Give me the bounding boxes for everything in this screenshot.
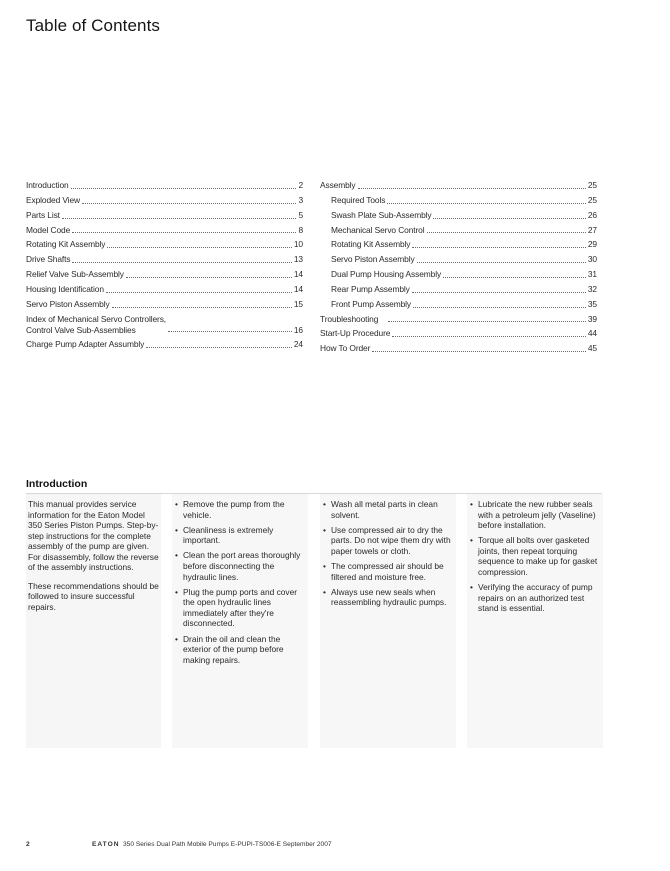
toc-label: Rotating Kit Assembly xyxy=(331,239,411,250)
intro-panel-2 xyxy=(172,494,308,748)
list-item-text: The compressed air should be filtered and moisture free. xyxy=(331,560,444,582)
toc-page: 3 xyxy=(298,194,303,205)
toc-entry[interactable] xyxy=(320,282,597,297)
toc-entry[interactable] xyxy=(26,267,303,282)
leader-dots xyxy=(107,247,292,248)
bullet-icon: • xyxy=(175,586,178,597)
toc-label: Exploded View xyxy=(26,194,80,205)
list-item-text: Remove the pump from the vehicle. xyxy=(183,499,285,520)
toc-entry[interactable] xyxy=(320,223,597,238)
leader-dots xyxy=(62,218,297,219)
toc-label: Drive Shafts xyxy=(26,254,71,265)
bullet-icon: • xyxy=(323,499,326,509)
bullet-icon: • xyxy=(470,499,473,509)
toc-label: Parts List xyxy=(26,209,60,220)
toc-page: 5 xyxy=(298,209,303,220)
list-item-text: Clean the port areas thoroughly before disconnecting the hydraulic lines. xyxy=(183,550,301,582)
toc-label: Servo Piston Assembly xyxy=(26,298,110,309)
leader-dots xyxy=(443,277,586,278)
bullet-icon: • xyxy=(175,499,178,509)
list-item-text: Torque all bolts over gasketed joints, then repeat torquing sequence to make up for gasket compression. xyxy=(478,535,598,578)
bullet-icon: • xyxy=(323,524,326,535)
leader-dots xyxy=(358,188,586,189)
toc-page: 30 xyxy=(587,254,597,265)
leader-dots xyxy=(388,321,586,322)
toc-entry[interactable] xyxy=(320,326,597,341)
toc-entry[interactable] xyxy=(26,337,303,352)
toc-page: 10 xyxy=(293,239,303,250)
leader-dots xyxy=(72,262,291,263)
toc-page: 27 xyxy=(587,224,597,235)
bullet-list xyxy=(322,499,454,608)
list-item xyxy=(174,525,306,546)
leader-dots xyxy=(417,262,586,263)
toc-page: 45 xyxy=(587,343,597,354)
list-item xyxy=(469,499,601,531)
toc-label: How To Order xyxy=(320,343,371,354)
toc-entry[interactable] xyxy=(26,312,303,338)
toc-label: Introduction xyxy=(26,180,69,190)
toc-page: 16 xyxy=(293,324,303,335)
leader-dots xyxy=(82,203,296,204)
list-item-text: Wash all metal parts in clean solvent. xyxy=(331,499,438,520)
toc-page: 35 xyxy=(587,298,597,309)
leader-dots xyxy=(412,292,586,293)
toc-entry[interactable] xyxy=(320,208,597,223)
list-item xyxy=(322,499,454,520)
toc-page: 13 xyxy=(293,254,303,265)
toc-label-line1: Index of Mechanical Servo Controllers, xyxy=(26,313,167,324)
intro-panel-1 xyxy=(26,494,161,748)
toc-label: Start-Up Procedure xyxy=(320,328,391,339)
toc-page: 29 xyxy=(587,239,597,250)
page-number: 2 xyxy=(26,841,30,848)
list-item xyxy=(469,535,601,577)
toc-page: 39 xyxy=(587,313,597,324)
leader-dots xyxy=(112,307,292,308)
leader-dots xyxy=(106,292,292,293)
list-item-text: Cleanliness is extremely important. xyxy=(183,524,274,546)
page-title: Table of Contents xyxy=(26,16,161,35)
toc-right-column xyxy=(320,178,597,356)
toc-entry[interactable] xyxy=(320,178,597,193)
bullet-list xyxy=(174,499,306,665)
toc-entry[interactable] xyxy=(320,267,597,282)
list-item-text: Verifying the accuracy of pump repairs on an authorized test stand is essential. xyxy=(478,582,593,614)
toc-label: Servo Piston Assembly xyxy=(331,254,415,265)
toc-page: 26 xyxy=(587,209,597,220)
bullet-icon: • xyxy=(470,582,473,593)
list-item-text: Drain the oil and clean the exterior of the pump before making repairs. xyxy=(183,633,284,665)
leader-dots xyxy=(146,347,292,348)
toc-entry[interactable] xyxy=(26,282,303,297)
toc-label: Required Tools xyxy=(331,194,386,205)
toc-label: Front Pump Assembly xyxy=(331,298,412,309)
intro-panel-4 xyxy=(467,494,603,748)
bullet-icon: • xyxy=(175,633,178,644)
toc-page: 14 xyxy=(293,283,303,294)
leader-dots xyxy=(413,307,586,308)
toc-label: Rotating Kit Assembly xyxy=(26,239,106,250)
leader-dots xyxy=(168,331,292,332)
toc-page: 2 xyxy=(298,180,303,190)
toc-label-line2: Control Valve Sub-Assemblies xyxy=(26,324,136,335)
list-item-text: Lubricate the new rubber seals with a petroleum jelly (Vaseline) before installation. xyxy=(478,499,596,531)
list-item xyxy=(174,634,306,666)
toc-label: Swash Plate Sub-Assembly xyxy=(331,209,432,220)
bullet-icon: • xyxy=(470,535,473,546)
leader-dots xyxy=(387,203,586,204)
list-item xyxy=(174,499,306,520)
leader-dots xyxy=(433,218,585,219)
toc-entry[interactable] xyxy=(26,223,303,238)
toc-label: Charge Pump Adapter Assumbly xyxy=(26,339,145,350)
list-item xyxy=(322,587,454,608)
toc-entry[interactable] xyxy=(320,193,597,208)
toc-entry[interactable] xyxy=(320,312,597,327)
intro-panel-3 xyxy=(320,494,456,748)
toc-label: Model Code xyxy=(26,224,71,235)
toc-entry[interactable] xyxy=(26,208,303,223)
list-item xyxy=(322,561,454,582)
toc-page: 15 xyxy=(293,298,303,309)
toc-entry[interactable] xyxy=(320,341,597,356)
leader-dots xyxy=(427,232,586,233)
bullet-icon: • xyxy=(175,550,178,561)
toc-entry[interactable] xyxy=(26,237,303,252)
toc-page: 14 xyxy=(293,269,303,280)
toc-label: Rear Pump Assembly xyxy=(331,283,410,294)
toc-entry[interactable] xyxy=(320,237,597,252)
bullet-icon: • xyxy=(175,524,178,535)
list-item xyxy=(322,525,454,557)
list-item xyxy=(469,582,601,614)
toc-entry[interactable] xyxy=(320,297,597,312)
list-item-text: Always use new seals when reassembling hydraulic pumps. xyxy=(331,586,447,608)
list-item-text: Plug the pump ports and cover the open hydraulic lines immediately after they're disconnected. xyxy=(183,586,298,629)
toc-entry[interactable] xyxy=(26,252,303,267)
toc-page: 8 xyxy=(298,224,303,235)
leader-dots xyxy=(372,351,586,352)
toc-entry[interactable] xyxy=(320,252,597,267)
bullet-icon: • xyxy=(323,560,326,571)
toc-page: 25 xyxy=(587,194,597,205)
toc-entry[interactable] xyxy=(26,297,303,312)
section-heading-introduction: Introduction xyxy=(26,478,88,490)
leader-dots xyxy=(392,336,586,337)
document-info: 350 Series Dual Path Mobile Pumps E-PUPI-TS006-E September 2007 xyxy=(123,841,332,848)
leader-dots xyxy=(412,247,586,248)
leader-dots xyxy=(126,277,292,278)
toc-page: 31 xyxy=(587,269,597,280)
toc-page: 25 xyxy=(587,180,597,190)
bullet-icon: • xyxy=(323,586,326,597)
bullet-list xyxy=(469,499,601,614)
list-item xyxy=(174,550,306,582)
leader-dots xyxy=(71,188,297,189)
toc-page: 24 xyxy=(293,339,303,350)
toc-label: Relief Valve Sub-Assembly xyxy=(26,269,124,280)
toc-label: Dual Pump Housing Assembly xyxy=(331,269,442,280)
leader-dots xyxy=(72,232,296,233)
toc-left-column xyxy=(26,178,303,352)
intro-paragraph: This manual provides service information for the Eaton Model 350 Series Piston Pumps. Step-by-step instructions for the complete assembly of the pump are given. For disassembly, follow the reverse of the assembly instructions. xyxy=(28,499,159,572)
list-item xyxy=(174,587,306,629)
toc-label: Troubleshooting xyxy=(320,313,379,324)
intro-paragraph: These recommendations should be followed to insure successful repairs. xyxy=(28,580,159,612)
toc-label: Assembly xyxy=(320,180,356,190)
toc-entry[interactable] xyxy=(26,193,303,208)
toc-page: 44 xyxy=(587,328,597,339)
list-item-text: Use compressed air to dry the parts. Do not wipe them dry with paper towels or cloth. xyxy=(331,524,451,556)
brand-name: EATON xyxy=(92,841,120,848)
toc-label xyxy=(26,314,166,336)
toc-entry[interactable] xyxy=(26,178,303,193)
toc-label: Mechanical Servo Control xyxy=(331,224,425,235)
toc-label: Housing Identification xyxy=(26,283,104,294)
toc-page: 32 xyxy=(587,283,597,294)
